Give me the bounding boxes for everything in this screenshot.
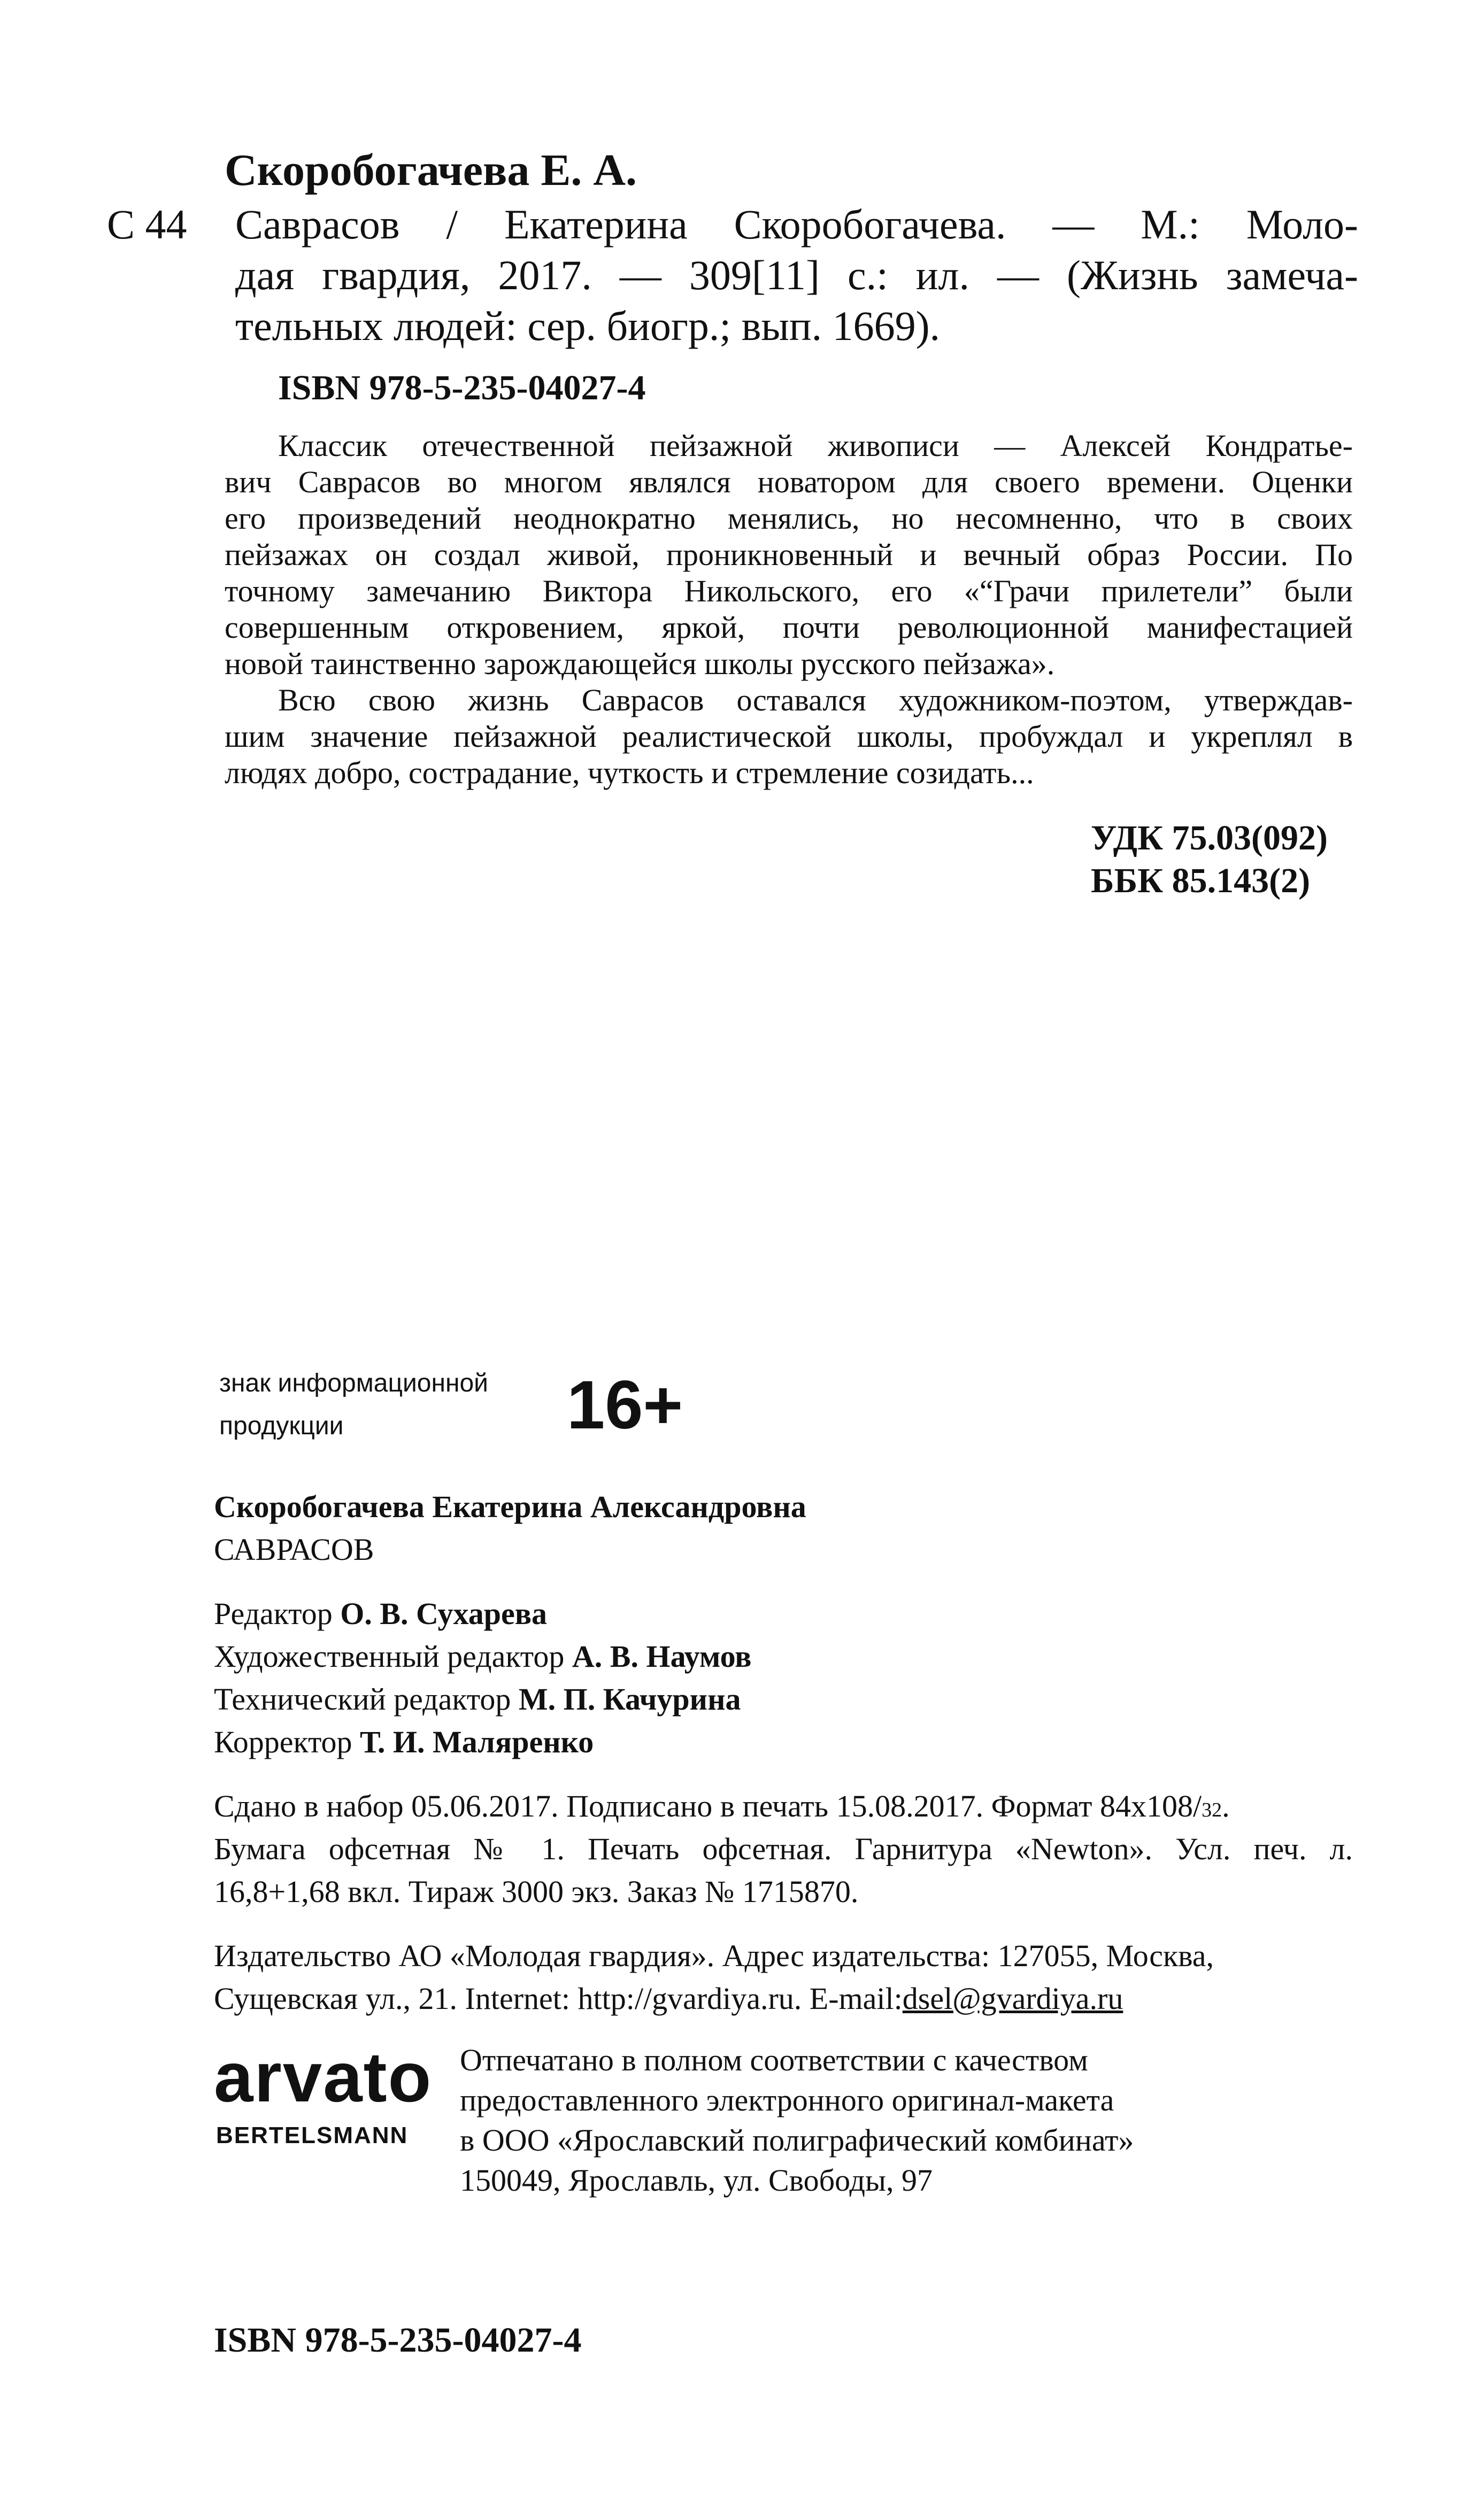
print-details-end: . [1222,1789,1230,1823]
staff-name: М. П. Качурина [518,1682,741,1717]
print-details-line: 16,8+1,68 вкл. Тираж 3000 экз. Заказ № 1715870. [214,1874,859,1909]
staff-role: Редактор [214,1596,341,1631]
annotation-line: совершенным откровением, яркой, почти революционной манифестацией [225,610,1353,645]
annotation-line: пейзажах он создал живой, проникновенный и вечный образ России. По [225,537,1353,572]
annotation-line: шим значение пейзажной реалистической школы, пробуждал и укреплял в [225,719,1353,754]
staff-role: Технический редактор [214,1682,519,1717]
staff-line [214,1638,752,1674]
age-rating: 16+ [567,1367,683,1443]
staff-line [214,1596,547,1632]
print-details-text: Сдано в набор 05.06.2017. Подписано в печать 15.08.2017. Формат 84х108/ [214,1789,1202,1823]
printer-line: предоставленного электронного оригинал-макета [460,2083,1114,2117]
author-heading: Скоробогачева Е. А. [225,145,637,195]
catalog-cipher: С 44 [107,201,187,248]
printer-line: в ООО «Ярославский полиграфический комбинат» [460,2123,1134,2158]
udk-code: УДК 75.03(092) [1091,818,1328,857]
arvato-logo: arvato [214,2038,433,2116]
bib-line: Саврасов / Екатерина Скоробогачева. — М.: Моло- [235,201,1358,248]
printer-line: 150049, Ярославль, ул. Свободы, 97 [460,2163,933,2198]
format-fraction: 32 [1202,1799,1222,1821]
staff-role: Художественный редактор [214,1639,572,1674]
annotation-line: Классик отечественной пейзажной живописи — Алексей Кондратье- [278,428,1353,463]
annotation-line: Всю свою жизнь Саврасов оставался художником-поэтом, утверждав- [278,683,1353,717]
publisher-address: Сущевская ул., 21. Internet: http://gvardiya.ru. E-mail: [214,1981,903,2016]
staff-name: Т. И. Маляренко [360,1725,594,1759]
publisher-line: Издательство АО «Молодая гвардия». Адрес издательства: 127055, Москва, [214,1938,1214,1973]
book-title: САВРАСОВ [214,1532,374,1567]
bbk-code: ББК 85.143(2) [1091,861,1311,900]
isbn-bottom: ISBN 978-5-235-04027-4 [214,2321,582,2360]
staff-line [214,1681,741,1717]
annotation-line: точному замечанию Виктора Никольского, его «“Грачи прилетели” были [225,574,1353,608]
isbn-top: ISBN 978-5-235-04027-4 [278,368,646,407]
staff-name: О. В. Сухарева [340,1596,548,1631]
annotation-line: новой таинственно зарождающейся школы русского пейзажа». [225,646,1055,681]
age-sign-label: продукции [219,1412,344,1440]
print-details-line [214,1788,1230,1824]
staff-name: А. В. Наумов [572,1639,752,1674]
publisher-line [214,1981,1123,2016]
annotation-line: вич Саврасов во многом являлся новатором для своего времени. Оценки [225,465,1353,499]
print-details-line: Бумага офсетная № 1. Печать офсетная. Гарнитура «Newton». Усл. печ. л. [214,1831,1353,1866]
author-full-name: Скоробогачева Екатерина Александровна [214,1489,806,1524]
bib-line: дая гвардия, 2017. — 309[11] с.: ил. — (Жизнь замеча- [235,252,1358,298]
staff-line [214,1724,594,1760]
staff-role: Корректор [214,1725,360,1759]
age-sign-label: знак информационной [219,1369,488,1397]
annotation-line: его произведений неоднократно менялись, но несомненно, что в своих [225,501,1353,536]
bertelsmann-logo: BERTELSMANN [216,2122,409,2148]
bib-line: тельных людей: сер. биогр.; вып. 1669). [235,303,941,349]
annotation-line: людях добро, сострадание, чуткость и стремление созидать... [225,755,1034,790]
printer-line: Отпечатано в полном соответствии с качеством [460,2043,1088,2077]
publisher-email-link[interactable]: dsel@gvardiya.ru [902,1981,1123,2016]
